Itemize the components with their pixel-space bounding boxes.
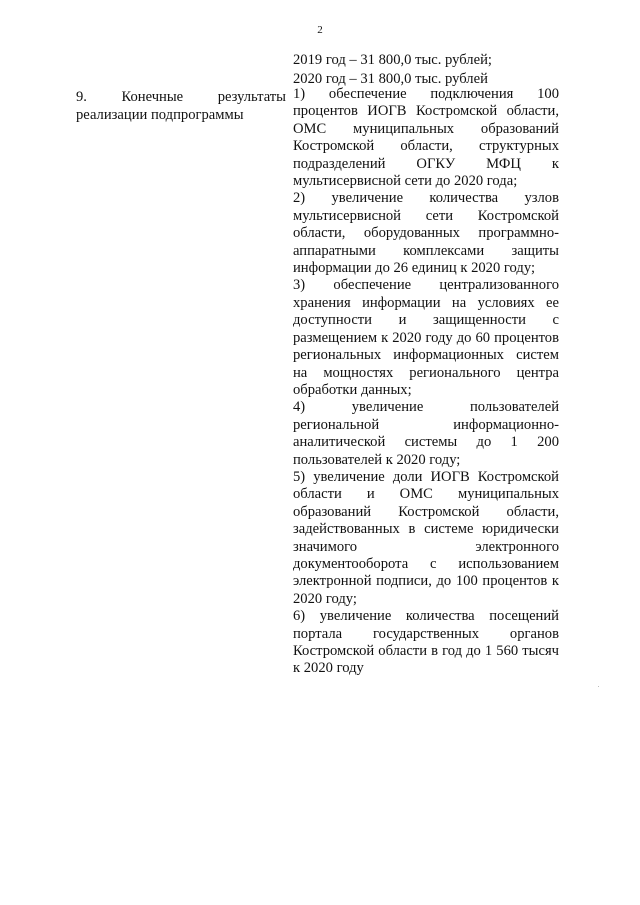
scan-speck xyxy=(598,686,599,687)
row-label-first-line xyxy=(76,89,286,107)
row-label-word-2: результаты xyxy=(217,89,286,105)
result-item-3: 3) обеспечение централизованного хранения информации на условиях ее доступности и защищенности с размещением к 2020 году до 60 процентов региональных информационных систем на мощностях регионального центра обработки данных; xyxy=(293,277,559,398)
row-number: 9. xyxy=(76,89,87,105)
result-item-2: 2) увеличение количества узлов мультисервисной сети Костромской области, оборудованных программно-аппаратными комплексами защиты информации до 26 единиц к 2020 году; xyxy=(293,190,559,277)
row-label-second-line: реализации подпрограммы xyxy=(76,106,244,123)
row-label-word-1: Конечные xyxy=(121,89,184,105)
results-list xyxy=(293,86,559,678)
funding-line-2020: 2020 год – 31 800,0 тыс. рублей xyxy=(293,71,488,87)
funding-block xyxy=(293,51,559,89)
result-item-1: 1) обеспечение подключения 100 процентов ИОГВ Костромской области, ОМС муниципальных образований Костромской области, структурных подразделений ОГКУ МФЦ к мультисервисной сети до 2020 года; xyxy=(293,86,559,190)
page-number: 2 xyxy=(317,24,323,36)
funding-line-2019: 2019 год – 31 800,0 тыс. рублей; xyxy=(293,52,492,68)
result-item-6: 6) увеличение количества посещений портала государственных органов Костромской области в год до 1 560 тысяч к 2020 году xyxy=(293,608,559,677)
result-item-5: 5) увеличение доли ИОГВ Костромской области и ОМС муниципальных образований Костромской области, задействованных в системе юридически значимого электронного документооборота с использованием электронной подписи, до 100 процентов к 2020 году; xyxy=(293,468,559,607)
result-item-4: 4) увеличение пользователей региональной информационно-аналитической системы до 1 200 пользователей к 2020 году; xyxy=(293,399,559,468)
row-label xyxy=(76,89,286,124)
